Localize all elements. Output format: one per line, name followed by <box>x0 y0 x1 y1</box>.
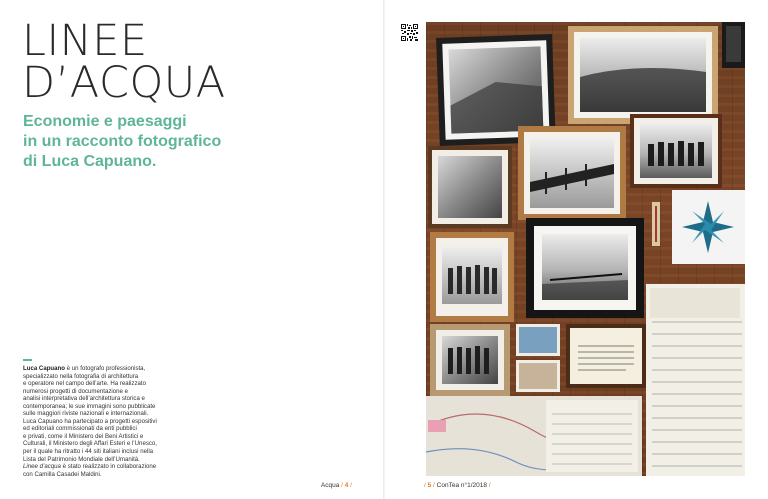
subtitle-line-2: in un racconto fotografico <box>23 133 222 150</box>
bio-line: analisi interpretativa dell’architettura storica e <box>23 395 145 403</box>
folio-page-number: 4 <box>344 482 349 489</box>
bio-line: contemporanea; le sue immagini sono pubblicate <box>23 402 156 410</box>
wall-of-framed-photos-image <box>426 22 745 476</box>
subtitle-line-3: di Luca Capuano. <box>23 153 157 170</box>
bio-line: e privati, come il Ministero dei Beni Artistici e <box>23 432 144 440</box>
folio-issue: ConTea n°1/2018 <box>436 482 487 489</box>
folio-left: Acqua / 4 / <box>320 482 352 489</box>
bio-accent-rule <box>23 359 32 361</box>
photographer-bio <box>23 365 173 478</box>
bio-line: sulle maggiori riviste nazionali e internazionali. <box>23 410 149 418</box>
bio-line: Luca Capuano ha partecipato a progetti espositivi <box>23 417 157 425</box>
bio-line: per il quale ha ritratto i 44 siti italiani inclusi nella <box>23 448 154 456</box>
folio-page-number: 5 <box>427 482 432 489</box>
folio-section: Acqua <box>320 482 340 489</box>
bio-line: numerosi progetti di documentazione e <box>23 387 129 395</box>
bio-line: specializzato nella fotografia di architettura <box>23 372 139 380</box>
bio-line: Luca Capuano è un fotografo professionista, <box>23 365 146 372</box>
subtitle-line-1: Economie e paesaggi <box>23 113 187 130</box>
page-gutter <box>383 0 385 499</box>
article-subtitle <box>23 112 253 172</box>
qr-code-icon[interactable] <box>401 24 418 41</box>
title-line-2: D’ACQUA <box>22 58 226 108</box>
bio-line: Lista del Patrimonio Mondiale dell’Umanità. <box>23 455 140 463</box>
bio-line: Linee d’acqua è stato realizzato in collaborazione <box>23 463 157 471</box>
title-line-1: LINEE <box>22 16 148 66</box>
bio-line: Culturali, il Ministero degli Affari Esteri e l’Unesco, <box>23 440 158 448</box>
bio-line: ed editoriali commissionati da enti pubblici <box>23 425 137 433</box>
article-title <box>22 16 226 108</box>
bio-line: e operatore nel campo dell’arte. Ha realizzato <box>23 380 146 388</box>
folio-right: / 5 / ConTea n°1/2018 / <box>424 482 491 489</box>
bio-line: con Camilla Casadei Maldini. <box>23 470 102 478</box>
